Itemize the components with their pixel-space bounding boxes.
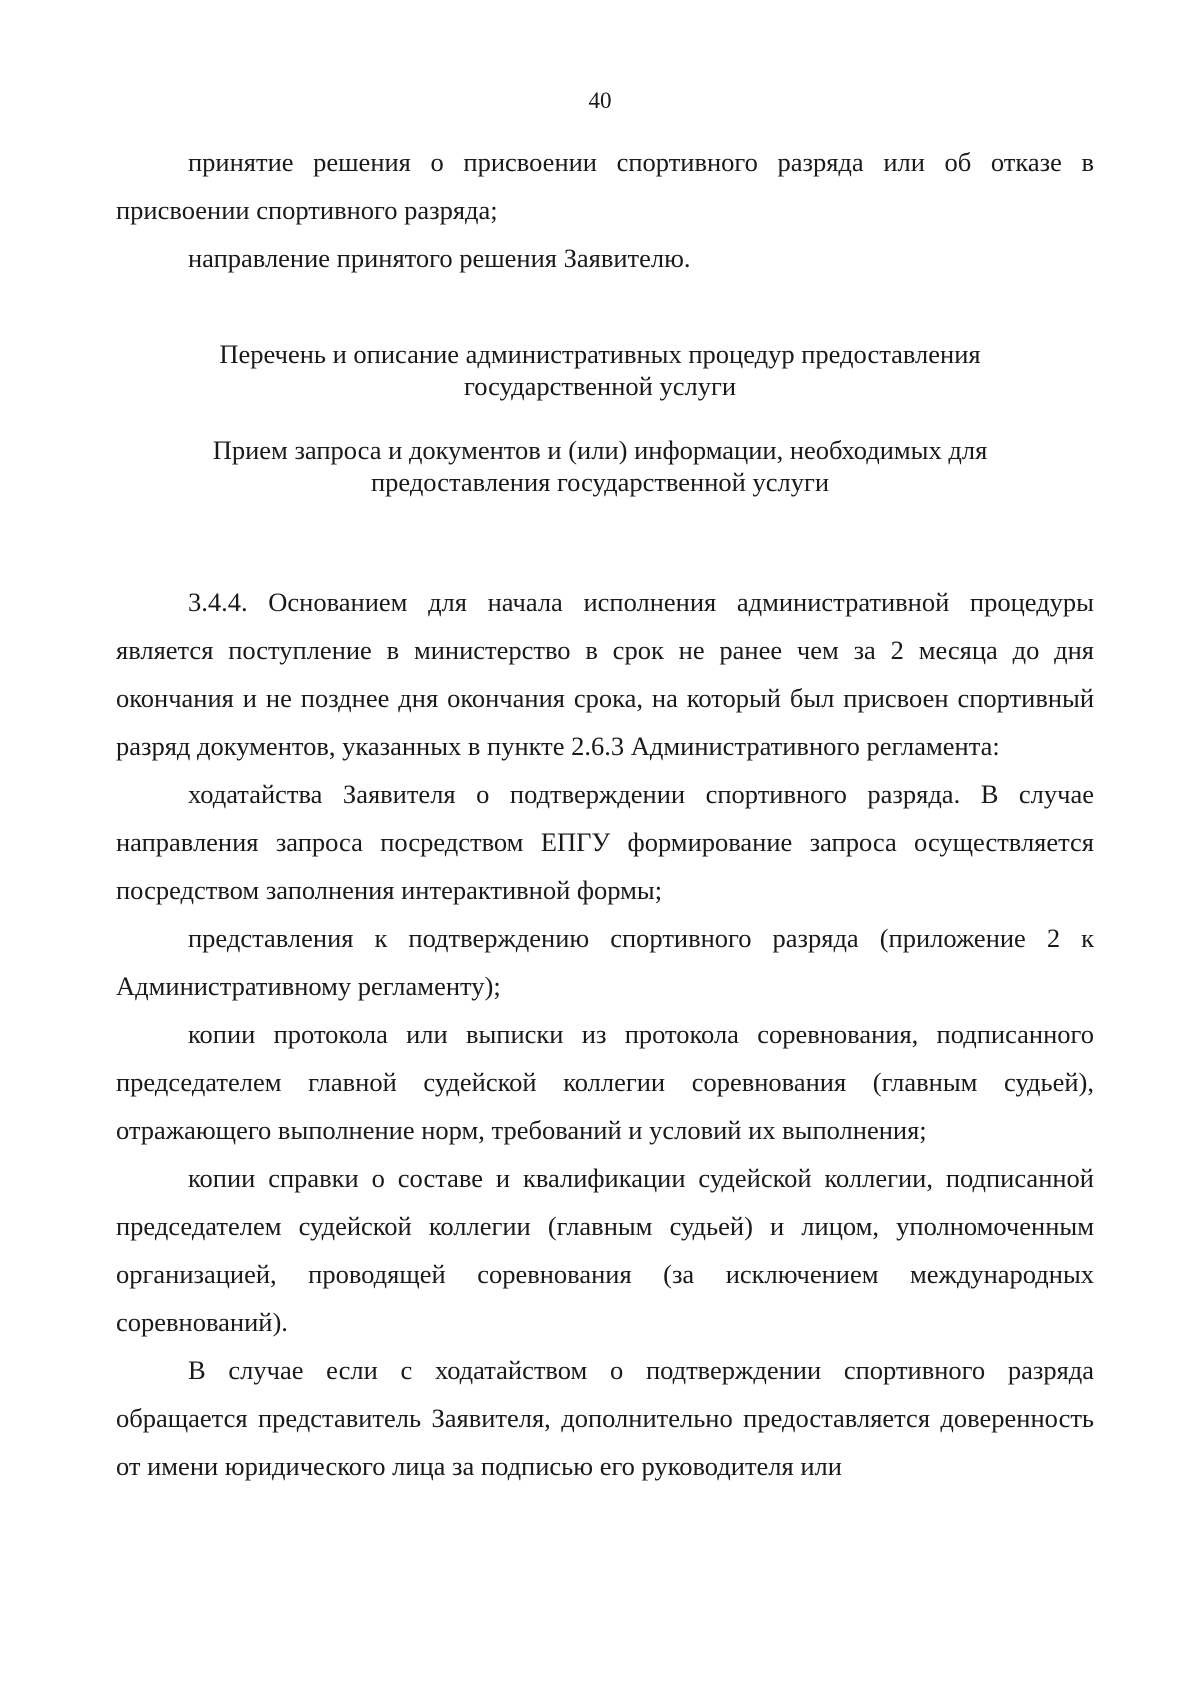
paragraph-3-4-4: 3.4.4. Основанием для начала исполнения административной процедуры является поступление в министерство в срок не ранее чем за 2 месяца до дня окончания и не позднее дня окончания срока, на который был присвоен спортивный разряд документов, указанных в пункте 2.6.3 Административного регламента: <box>116 587 1094 761</box>
paragraph-decision: принятие решения о присвоении спортивного разряда или об отказе в присвоении спортивного разряда; <box>116 147 1094 225</box>
paragraph-protocol-copy: копии протокола или выписки из протокола соревнования, подписанного председателем главной судейской коллегии соревнования (главным судьей), отражающего выполнение норм, требований и условий их выполнения; <box>116 1019 1094 1145</box>
paragraph-presentation: представления к подтверждению спортивного разряда (приложение 2 к Административному регламенту); <box>116 923 1094 1001</box>
paragraph-petition: ходатайства Заявителя о подтверждении спортивного разряда. В случае направления запроса посредством ЕПГУ формирование запроса осуществляется посредством заполнения интерактивной формы; <box>116 779 1094 905</box>
section-heading: Перечень и описание административных процедур предоставления государственной услуги <box>219 339 981 401</box>
page-number: 40 <box>588 88 612 113</box>
top-paragraphs <box>116 138 1094 282</box>
subsection-heading: Прием запроса и документов и (или) информации, необходимых для предоставления государственной услуги <box>212 435 988 497</box>
main-paragraphs <box>116 578 1094 1490</box>
paragraph-representative: В случае если с ходатайством о подтверждении спортивного разряда обращается представитель Заявителя, дополнительно предоставляется доверенность от имени юридического лица за подписью его руководителя или <box>116 1355 1094 1481</box>
paragraph-certificate-copy: копии справки о составе и квалификации судейской коллегии, подписанной председателем судейской коллегии (главным судьей) и лицом, уполномоченным организацией, проводящей соревнования (за исключением международных соревнований). <box>116 1163 1094 1337</box>
paragraph-sending-decision: направление принятого решения Заявителю. <box>188 243 691 273</box>
